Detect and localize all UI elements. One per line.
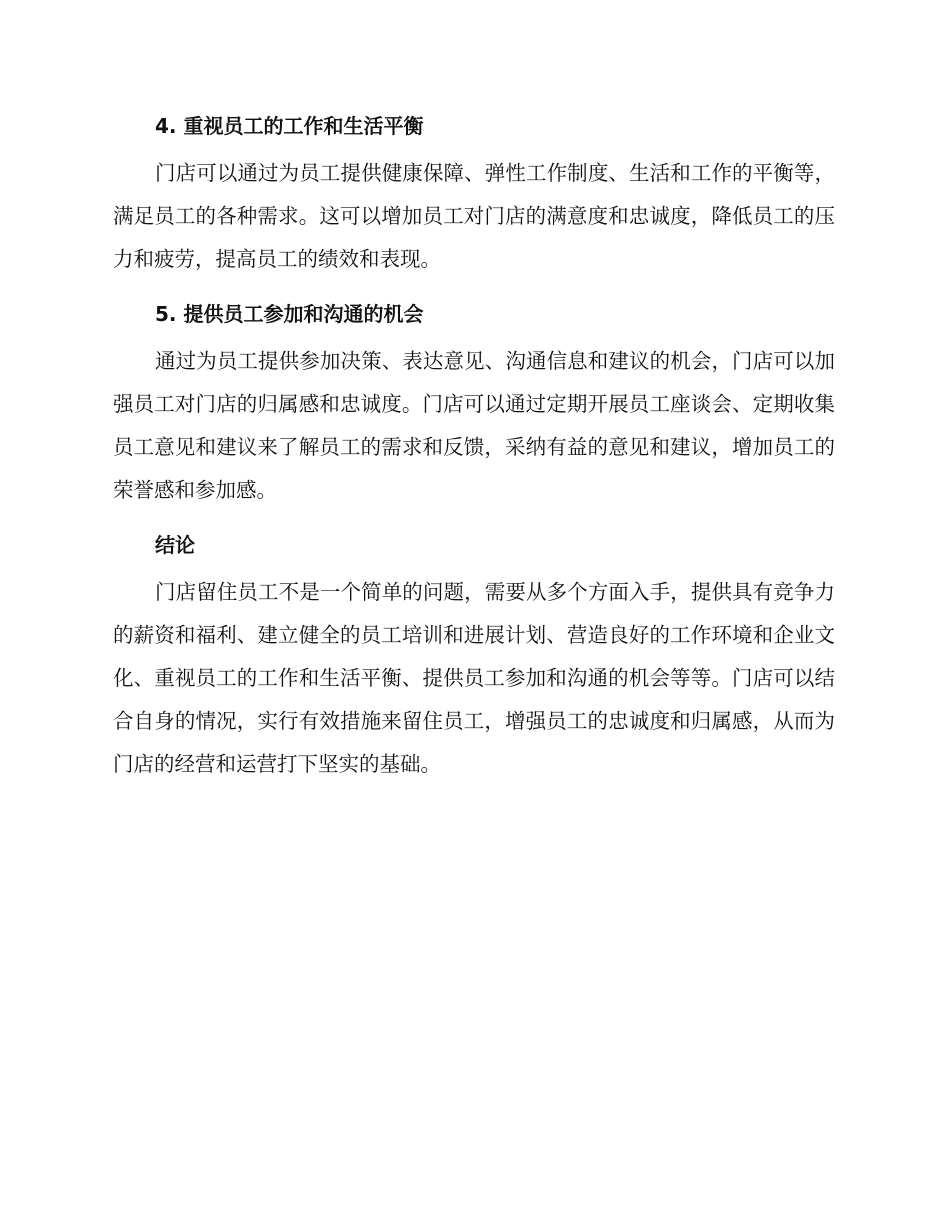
- section-heading-conclusion: 结论: [155, 533, 195, 557]
- section-heading-work-life-balance: 4. 重视员工的工作和生活平衡: [155, 114, 424, 138]
- section-paragraph-work-life-balance: 门店可以通过为员工提供健康保障、弹性工作制度、生活和工作的平衡等，满足员工的各种需求。这可以增加员工对门店的满意度和忠诚度，降低员工的压力和疲劳，提高员工的绩效和表现。: [113, 161, 835, 271]
- section-paragraph-participation: 通过为员工提供参加决策、表达意见、沟通信息和建议的机会，门店可以加强员工对门店的归属感和忠诚度。门店可以通过定期开展员工座谈会、定期收集员工意见和建议来了解员工的需求和反馈，采纳有益的意见和建议，增加员工的荣誉感和参加感。: [113, 349, 835, 502]
- section-heading-participation: 5. 提供员工参加和沟通的机会: [155, 302, 424, 326]
- document-body: [113, 110, 835, 786]
- section-paragraph-conclusion: 门店留住员工不是一个简单的问题，需要从多个方面入手，提供具有竞争力的薪资和福利、建立健全的员工培训和进展计划、营造良好的工作环境和企业文化、重视员工的工作和生活平衡、提供员工参加和沟通的机会等等。门店可以结合自身的情况，实行有效措施来留住员工，增强员工的忠诚度和归属感，从而为门店的经营和运营打下坚实的基础。: [113, 580, 835, 776]
